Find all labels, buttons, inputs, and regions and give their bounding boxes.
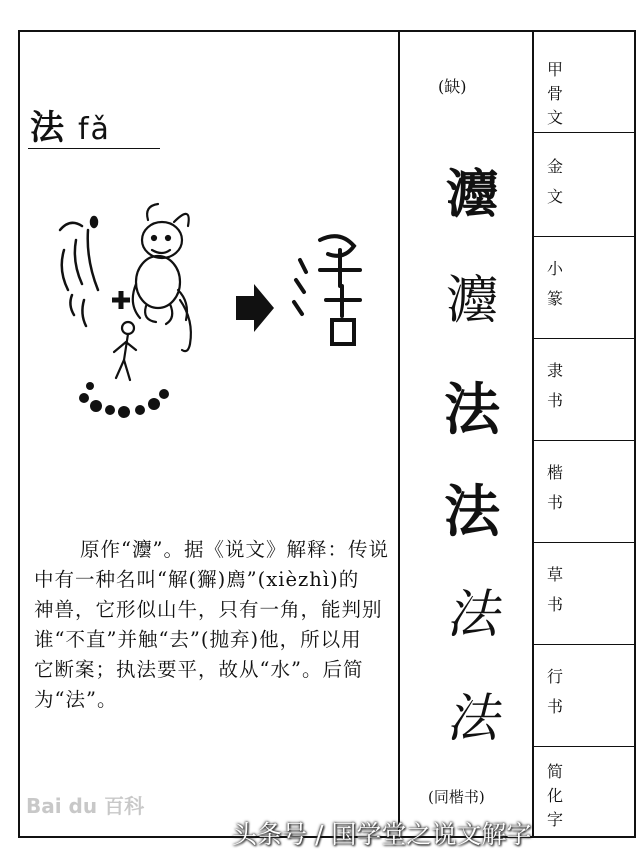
arrow-icon	[236, 284, 274, 332]
row-divider	[532, 746, 636, 747]
entry-character: 法	[30, 108, 66, 148]
regular-glyph: 法	[444, 479, 500, 545]
water-drawing	[60, 217, 98, 326]
bronze-glyph: 灋	[445, 164, 498, 225]
label-running: 行 书	[546, 667, 563, 716]
label-simplified: 简 化 字	[546, 762, 563, 829]
explanation-line: 中有一种名叫“解(獬)廌”(xièzhì)的	[34, 568, 360, 591]
explanation-line: 它断案；执法要平，故从“水”。后简	[34, 658, 364, 681]
row-divider	[532, 338, 636, 339]
label-regular: 楷 书	[546, 463, 563, 512]
row-divider	[532, 132, 636, 133]
running-glyph: 法	[445, 689, 498, 749]
label-seal: 小 篆	[546, 259, 563, 308]
row-divider	[532, 644, 636, 645]
entry-heading	[30, 100, 111, 149]
plus-sign	[112, 291, 130, 309]
cursive-glyph: 法	[445, 585, 498, 645]
simplified-note: (同楷书)	[428, 788, 485, 806]
oracle-missing-note: (缺)	[438, 77, 467, 96]
label-clerical: 隶 书	[546, 361, 563, 410]
explanation-line: 神兽，它形似山牛，只有一角，能判别	[34, 598, 383, 621]
person-drawing	[114, 322, 136, 380]
row-divider	[532, 542, 636, 543]
explanation-line: 谁“不直”并触“去”(抛弃)他，所以用	[34, 628, 362, 651]
row-divider	[532, 440, 636, 441]
column-divider-right	[532, 30, 534, 838]
label-cursive: 草 书	[546, 565, 563, 614]
seal-glyph: 灋	[445, 271, 498, 331]
origin-illustration	[50, 200, 390, 440]
row-divider	[532, 236, 636, 237]
ancient-glyph-drawing	[294, 236, 360, 344]
explanation-line: 原作“灋”。据《说文》解释：传说	[80, 538, 389, 561]
column-divider-left	[398, 30, 400, 838]
source-caption: 头条号 / 国学堂之说文解字	[232, 820, 532, 849]
clerical-glyph: 法	[444, 377, 500, 443]
rocks-drawing	[79, 382, 169, 418]
xiezhi-beast-drawing	[133, 204, 191, 351]
heading-underline	[28, 148, 160, 149]
explanation-line: 为“法”。	[34, 688, 118, 711]
baidu-watermark: Bai du 百科	[26, 794, 145, 818]
label-oracle-bone: 甲 骨 文	[546, 60, 563, 127]
explanation-text	[34, 535, 396, 715]
entry-pinyin: fǎ	[78, 112, 111, 147]
label-bronze: 金 文	[546, 157, 563, 206]
